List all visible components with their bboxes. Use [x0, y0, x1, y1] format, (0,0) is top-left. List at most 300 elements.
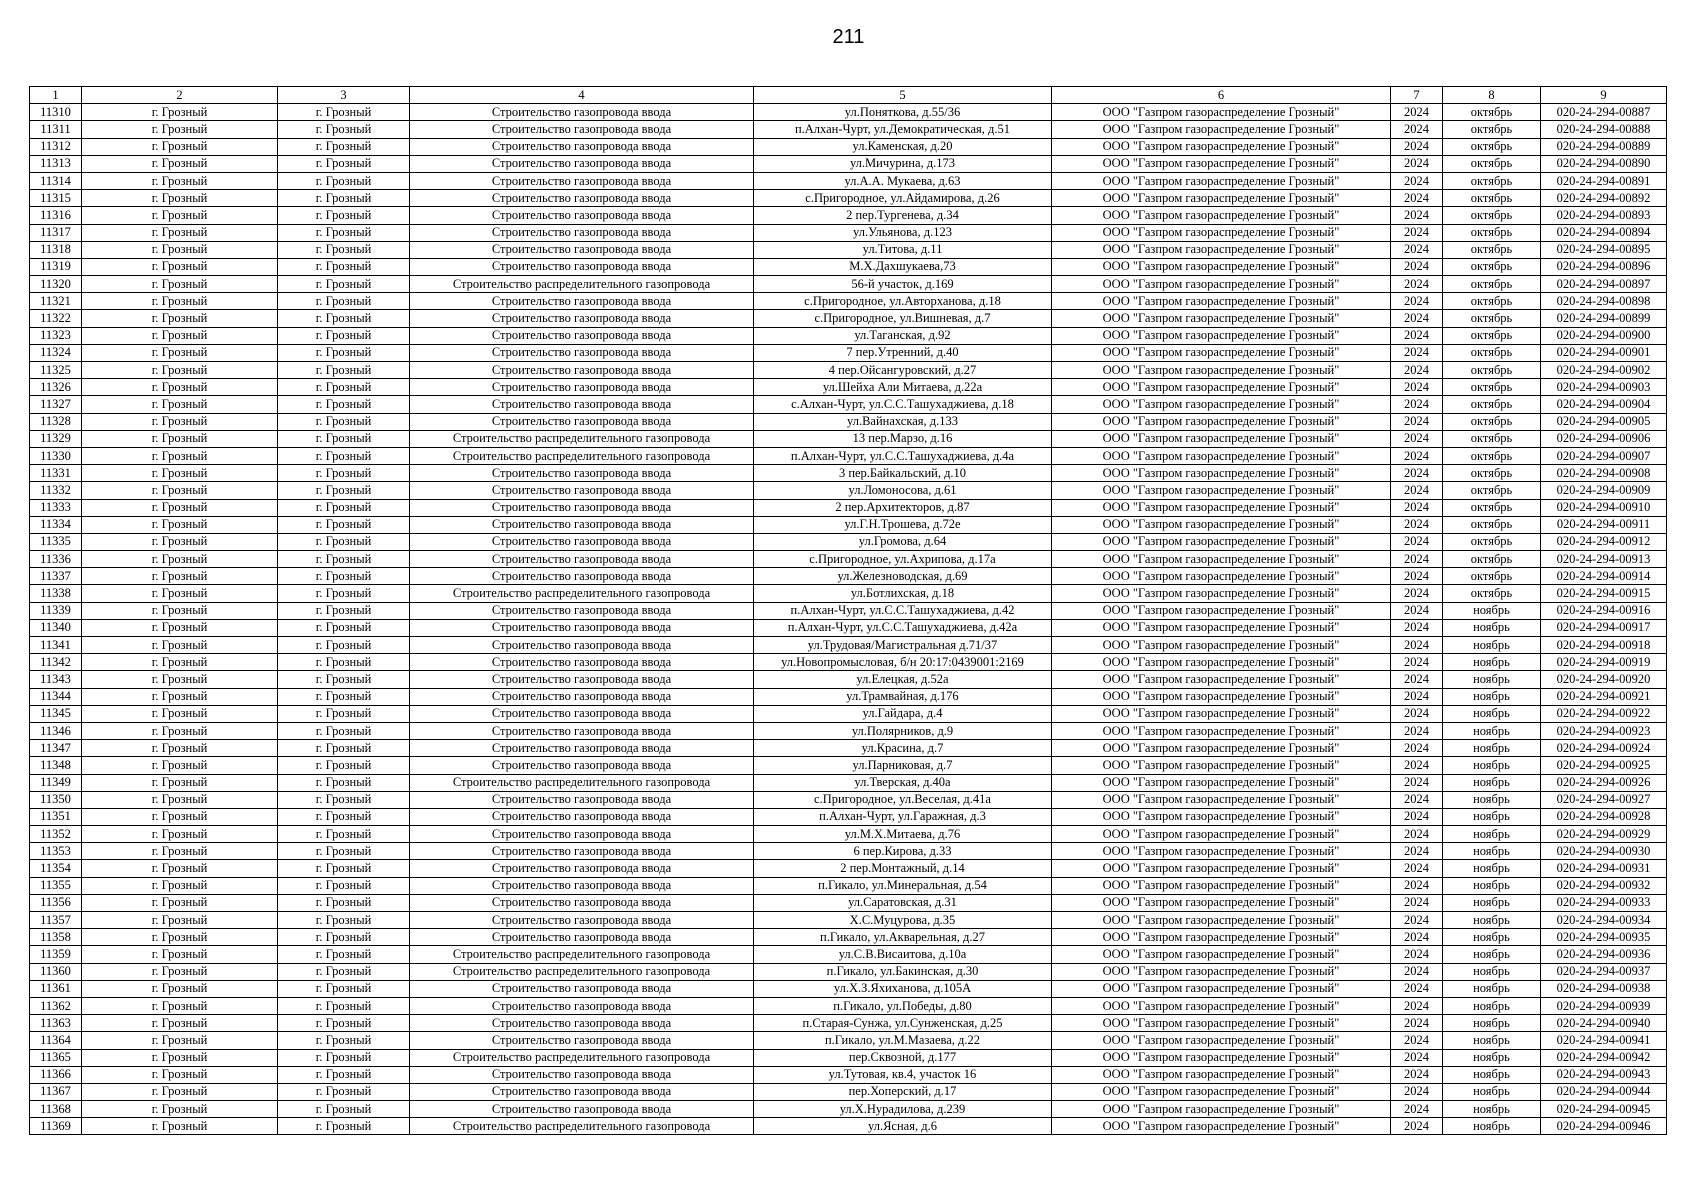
work-type-cell: Строительство газопровода ввода: [410, 413, 754, 430]
month-cell: ноябрь: [1443, 912, 1541, 929]
address-cell: с.Пригородное, ул.Авторханова, д.18: [754, 293, 1052, 310]
table-row: [30, 757, 1667, 774]
region-cell: г. Грозный: [82, 413, 278, 430]
organization-cell: ООО "Газпром газораспределение Грозный": [1052, 688, 1391, 705]
city-cell: г. Грозный: [278, 1101, 410, 1118]
document-number-cell: 020-24-294-00930: [1541, 843, 1667, 860]
document-number-cell: 020-24-294-00896: [1541, 258, 1667, 275]
city-cell: г. Грозный: [278, 929, 410, 946]
region-cell: г. Грозный: [82, 516, 278, 533]
record-number-cell: 11322: [30, 310, 82, 327]
month-cell: ноябрь: [1443, 757, 1541, 774]
document-number-cell: 020-24-294-00926: [1541, 774, 1667, 791]
document-number-cell: 020-24-294-00918: [1541, 637, 1667, 654]
organization-cell: ООО "Газпром газораспределение Грозный": [1052, 447, 1391, 464]
month-cell: ноябрь: [1443, 963, 1541, 980]
city-cell: г. Грозный: [278, 705, 410, 722]
work-type-cell: Строительство газопровода ввода: [410, 602, 754, 619]
record-number-cell: 11351: [30, 808, 82, 825]
address-cell: 3 пер.Байкальский, д.10: [754, 465, 1052, 482]
header-cell-7: 7: [1391, 87, 1443, 104]
address-cell: ул.Новопромысловая, б/н 20:17:0439001:2169: [754, 654, 1052, 671]
year-cell: 2024: [1391, 843, 1443, 860]
region-cell: г. Грозный: [82, 396, 278, 413]
address-cell: п.Гикало, ул.Бакинская, д.30: [754, 963, 1052, 980]
year-cell: 2024: [1391, 705, 1443, 722]
address-cell: 2 пер.Архитекторов, д.87: [754, 499, 1052, 516]
work-type-cell: Строительство распределительного газопровода: [410, 1118, 754, 1135]
organization-cell: ООО "Газпром газораспределение Грозный": [1052, 533, 1391, 550]
city-cell: г. Грозный: [278, 568, 410, 585]
work-type-cell: Строительство газопровода ввода: [410, 860, 754, 877]
record-number-cell: 11340: [30, 619, 82, 636]
address-cell: ул.Тверская, д.40а: [754, 774, 1052, 791]
document-number-cell: 020-24-294-00915: [1541, 585, 1667, 602]
record-number-cell: 11368: [30, 1101, 82, 1118]
region-cell: г. Грозный: [82, 843, 278, 860]
city-cell: г. Грозный: [278, 551, 410, 568]
address-cell: п.Гикало, ул.Победы, д.80: [754, 997, 1052, 1014]
organization-cell: ООО "Газпром газораспределение Грозный": [1052, 929, 1391, 946]
year-cell: 2024: [1391, 568, 1443, 585]
address-cell: ул.Елецкая, д.52а: [754, 671, 1052, 688]
table-row: [30, 172, 1667, 189]
city-cell: г. Грозный: [278, 447, 410, 464]
work-type-cell: Строительство газопровода ввода: [410, 740, 754, 757]
organization-cell: ООО "Газпром газораспределение Грозный": [1052, 379, 1391, 396]
region-cell: г. Грозный: [82, 1118, 278, 1135]
record-number-cell: 11355: [30, 877, 82, 894]
address-cell: п.Алхан-Чурт, ул.Демократическая, д.51: [754, 121, 1052, 138]
address-cell: ул.Громова, д.64: [754, 533, 1052, 550]
table-row: [30, 980, 1667, 997]
address-cell: 6 пер.Кирова, д.33: [754, 843, 1052, 860]
year-cell: 2024: [1391, 1066, 1443, 1083]
organization-cell: ООО "Газпром газораспределение Грозный": [1052, 190, 1391, 207]
document-number-cell: 020-24-294-00924: [1541, 740, 1667, 757]
address-cell: ул.Полярников, д.9: [754, 722, 1052, 739]
work-type-cell: Строительство газопровода ввода: [410, 1015, 754, 1032]
region-cell: г. Грозный: [82, 482, 278, 499]
region-cell: г. Грозный: [82, 362, 278, 379]
table-row: [30, 740, 1667, 757]
city-cell: г. Грозный: [278, 826, 410, 843]
work-type-cell: Строительство газопровода ввода: [410, 241, 754, 258]
work-type-cell: Строительство газопровода ввода: [410, 379, 754, 396]
region-cell: г. Грозный: [82, 808, 278, 825]
work-type-cell: Строительство газопровода ввода: [410, 997, 754, 1014]
table-row: [30, 430, 1667, 447]
document-number-cell: 020-24-294-00912: [1541, 533, 1667, 550]
document-number-cell: 020-24-294-00936: [1541, 946, 1667, 963]
region-cell: г. Грозный: [82, 1015, 278, 1032]
document-number-cell: 020-24-294-00925: [1541, 757, 1667, 774]
organization-cell: ООО "Газпром газораспределение Грозный": [1052, 860, 1391, 877]
year-cell: 2024: [1391, 396, 1443, 413]
region-cell: г. Грозный: [82, 602, 278, 619]
year-cell: 2024: [1391, 551, 1443, 568]
work-type-cell: Строительство распределительного газопровода: [410, 430, 754, 447]
document-number-cell: 020-24-294-00907: [1541, 447, 1667, 464]
region-cell: г. Грозный: [82, 104, 278, 121]
table-row: [30, 774, 1667, 791]
table-row: [30, 327, 1667, 344]
page-number: 211: [832, 26, 865, 48]
organization-cell: ООО "Газпром газораспределение Грозный": [1052, 1049, 1391, 1066]
document-number-cell: 020-24-294-00927: [1541, 791, 1667, 808]
region-cell: г. Грозный: [82, 327, 278, 344]
year-cell: 2024: [1391, 722, 1443, 739]
header-cell-6: 6: [1052, 87, 1391, 104]
work-type-cell: Строительство газопровода ввода: [410, 362, 754, 379]
region-cell: г. Грозный: [82, 121, 278, 138]
work-type-cell: Строительство газопровода ввода: [410, 671, 754, 688]
organization-cell: ООО "Газпром газораспределение Грозный": [1052, 826, 1391, 843]
address-cell: п.Алхан-Чурт, ул.С.С.Ташухаджиева, д.42а: [754, 619, 1052, 636]
year-cell: 2024: [1391, 138, 1443, 155]
year-cell: 2024: [1391, 1083, 1443, 1100]
organization-cell: ООО "Газпром газораспределение Грозный": [1052, 1101, 1391, 1118]
year-cell: 2024: [1391, 293, 1443, 310]
month-cell: октябрь: [1443, 396, 1541, 413]
year-cell: 2024: [1391, 877, 1443, 894]
month-cell: октябрь: [1443, 104, 1541, 121]
record-number-cell: 11312: [30, 138, 82, 155]
city-cell: г. Грозный: [278, 258, 410, 275]
year-cell: 2024: [1391, 808, 1443, 825]
document-number-cell: 020-24-294-00898: [1541, 293, 1667, 310]
table-row: [30, 379, 1667, 396]
address-cell: 13 пер.Марзо, д.16: [754, 430, 1052, 447]
document-number-cell: 020-24-294-00917: [1541, 619, 1667, 636]
city-cell: г. Грозный: [278, 379, 410, 396]
record-number-cell: 11353: [30, 843, 82, 860]
month-cell: октябрь: [1443, 207, 1541, 224]
year-cell: 2024: [1391, 757, 1443, 774]
address-cell: ул.Х.Нурадилова, д.239: [754, 1101, 1052, 1118]
address-cell: ул.Парниковая, д.7: [754, 757, 1052, 774]
table-row: [30, 155, 1667, 172]
month-cell: ноябрь: [1443, 619, 1541, 636]
address-cell: ул.Г.Н.Трошева, д.72е: [754, 516, 1052, 533]
region-cell: г. Грозный: [82, 912, 278, 929]
work-type-cell: Строительство газопровода ввода: [410, 533, 754, 550]
year-cell: 2024: [1391, 1101, 1443, 1118]
address-cell: М.Х.Дахшукаева,73: [754, 258, 1052, 275]
table-row: [30, 465, 1667, 482]
month-cell: октябрь: [1443, 499, 1541, 516]
address-cell: ул.М.Х.Митаева, д.76: [754, 826, 1052, 843]
year-cell: 2024: [1391, 379, 1443, 396]
city-cell: г. Грозный: [278, 465, 410, 482]
region-cell: г. Грозный: [82, 963, 278, 980]
table-row: [30, 533, 1667, 550]
table-row: [30, 1032, 1667, 1049]
organization-cell: ООО "Газпром газораспределение Грозный": [1052, 310, 1391, 327]
work-type-cell: Строительство газопровода ввода: [410, 877, 754, 894]
work-type-cell: Строительство распределительного газопровода: [410, 963, 754, 980]
region-cell: г. Грозный: [82, 465, 278, 482]
record-number-cell: 11344: [30, 688, 82, 705]
table-row: [30, 447, 1667, 464]
work-type-cell: Строительство газопровода ввода: [410, 104, 754, 121]
organization-cell: ООО "Газпром газораспределение Грозный": [1052, 293, 1391, 310]
work-type-cell: Строительство газопровода ввода: [410, 654, 754, 671]
city-cell: г. Грозный: [278, 1015, 410, 1032]
address-cell: пер.Хоперский, д.17: [754, 1083, 1052, 1100]
organization-cell: ООО "Газпром газораспределение Грозный": [1052, 1066, 1391, 1083]
organization-cell: ООО "Газпром газораспределение Грозный": [1052, 516, 1391, 533]
organization-cell: ООО "Газпром газораспределение Грозный": [1052, 344, 1391, 361]
record-number-cell: 11346: [30, 722, 82, 739]
work-type-cell: Строительство газопровода ввода: [410, 310, 754, 327]
record-number-cell: 11356: [30, 894, 82, 911]
month-cell: октябрь: [1443, 138, 1541, 155]
region-cell: г. Грозный: [82, 276, 278, 293]
work-type-cell: Строительство газопровода ввода: [410, 138, 754, 155]
year-cell: 2024: [1391, 826, 1443, 843]
work-type-cell: Строительство газопровода ввода: [410, 757, 754, 774]
address-cell: ул.Ботлихская, д.18: [754, 585, 1052, 602]
table-body: [30, 104, 1667, 1135]
organization-cell: ООО "Газпром газораспределение Грозный": [1052, 104, 1391, 121]
year-cell: 2024: [1391, 619, 1443, 636]
work-type-cell: Строительство газопровода ввода: [410, 722, 754, 739]
month-cell: ноябрь: [1443, 791, 1541, 808]
city-cell: г. Грозный: [278, 894, 410, 911]
table-row: [30, 843, 1667, 860]
organization-cell: ООО "Газпром газораспределение Грозный": [1052, 482, 1391, 499]
year-cell: 2024: [1391, 482, 1443, 499]
city-cell: г. Грозный: [278, 963, 410, 980]
region-cell: г. Грозный: [82, 258, 278, 275]
address-cell: п.Алхан-Чурт, ул.Гаражная, д.3: [754, 808, 1052, 825]
year-cell: 2024: [1391, 155, 1443, 172]
record-number-cell: 11367: [30, 1083, 82, 1100]
table-row: [30, 585, 1667, 602]
city-cell: г. Грозный: [278, 637, 410, 654]
city-cell: г. Грозный: [278, 980, 410, 997]
table-row: [30, 499, 1667, 516]
city-cell: г. Грозный: [278, 482, 410, 499]
organization-cell: ООО "Газпром газораспределение Грозный": [1052, 637, 1391, 654]
organization-cell: ООО "Газпром газораспределение Грозный": [1052, 396, 1391, 413]
document-number-cell: 020-24-294-00914: [1541, 568, 1667, 585]
document-number-cell: 020-24-294-00889: [1541, 138, 1667, 155]
organization-cell: ООО "Газпром газораспределение Грозный": [1052, 671, 1391, 688]
address-cell: ул.Мичурина, д.173: [754, 155, 1052, 172]
record-number-cell: 11335: [30, 533, 82, 550]
document-number-cell: 020-24-294-00929: [1541, 826, 1667, 843]
address-cell: 7 пер.Утренний, д.40: [754, 344, 1052, 361]
year-cell: 2024: [1391, 1049, 1443, 1066]
city-cell: г. Грозный: [278, 362, 410, 379]
city-cell: г. Грозный: [278, 207, 410, 224]
document-number-cell: 020-24-294-00919: [1541, 654, 1667, 671]
work-type-cell: Строительство газопровода ввода: [410, 1066, 754, 1083]
organization-cell: ООО "Газпром газораспределение Грозный": [1052, 258, 1391, 275]
city-cell: г. Грозный: [278, 740, 410, 757]
year-cell: 2024: [1391, 894, 1443, 911]
region-cell: г. Грозный: [82, 757, 278, 774]
work-type-cell: Строительство газопровода ввода: [410, 344, 754, 361]
region-cell: г. Грозный: [82, 1101, 278, 1118]
table-row: [30, 637, 1667, 654]
month-cell: октябрь: [1443, 276, 1541, 293]
city-cell: г. Грозный: [278, 104, 410, 121]
document-number-cell: 020-24-294-00939: [1541, 997, 1667, 1014]
city-cell: г. Грозный: [278, 276, 410, 293]
region-cell: г. Грозный: [82, 155, 278, 172]
table-row: [30, 1083, 1667, 1100]
organization-cell: ООО "Газпром газораспределение Грозный": [1052, 740, 1391, 757]
year-cell: 2024: [1391, 1032, 1443, 1049]
region-cell: г. Грозный: [82, 654, 278, 671]
address-cell: с.Пригородное, ул.Ахрипова, д.17а: [754, 551, 1052, 568]
city-cell: г. Грозный: [278, 1066, 410, 1083]
month-cell: октябрь: [1443, 465, 1541, 482]
work-type-cell: Строительство газопровода ввода: [410, 1083, 754, 1100]
work-type-cell: Строительство газопровода ввода: [410, 551, 754, 568]
table-row: [30, 310, 1667, 327]
region-cell: г. Грозный: [82, 499, 278, 516]
document-number-cell: 020-24-294-00916: [1541, 602, 1667, 619]
month-cell: ноябрь: [1443, 843, 1541, 860]
city-cell: г. Грозный: [278, 860, 410, 877]
table-row: [30, 482, 1667, 499]
record-number-cell: 11324: [30, 344, 82, 361]
record-number-cell: 11332: [30, 482, 82, 499]
address-cell: 2 пер.Тургенева, д.34: [754, 207, 1052, 224]
month-cell: октябрь: [1443, 516, 1541, 533]
region-cell: г. Грозный: [82, 430, 278, 447]
address-cell: ул.Гайдара, д.4: [754, 705, 1052, 722]
work-type-cell: Строительство газопровода ввода: [410, 499, 754, 516]
document-number-cell: 020-24-294-00940: [1541, 1015, 1667, 1032]
organization-cell: ООО "Газпром газораспределение Грозный": [1052, 241, 1391, 258]
header-cell-2: 2: [82, 87, 278, 104]
record-number-cell: 11327: [30, 396, 82, 413]
year-cell: 2024: [1391, 791, 1443, 808]
record-number-cell: 11333: [30, 499, 82, 516]
work-type-cell: Строительство газопровода ввода: [410, 516, 754, 533]
work-type-cell: Строительство газопровода ввода: [410, 929, 754, 946]
address-cell: Х.С.Муцурова, д.35: [754, 912, 1052, 929]
city-cell: г. Грозный: [278, 997, 410, 1014]
month-cell: ноябрь: [1443, 1101, 1541, 1118]
work-type-cell: Строительство газопровода ввода: [410, 980, 754, 997]
record-number-cell: 11318: [30, 241, 82, 258]
document-number-cell: 020-24-294-00897: [1541, 276, 1667, 293]
organization-cell: ООО "Газпром газораспределение Грозный": [1052, 705, 1391, 722]
year-cell: 2024: [1391, 997, 1443, 1014]
year-cell: 2024: [1391, 654, 1443, 671]
address-cell: с.Пригородное, ул.Вишневая, д.7: [754, 310, 1052, 327]
month-cell: октябрь: [1443, 241, 1541, 258]
document-number-cell: 020-24-294-00921: [1541, 688, 1667, 705]
region-cell: г. Грозный: [82, 774, 278, 791]
address-cell: ул.Каменская, д.20: [754, 138, 1052, 155]
region-cell: г. Грозный: [82, 740, 278, 757]
organization-cell: ООО "Газпром газораспределение Грозный": [1052, 843, 1391, 860]
year-cell: 2024: [1391, 430, 1443, 447]
record-number-cell: 11313: [30, 155, 82, 172]
document-number-cell: 020-24-294-00945: [1541, 1101, 1667, 1118]
month-cell: октябрь: [1443, 344, 1541, 361]
organization-cell: ООО "Газпром газораспределение Грозный": [1052, 1118, 1391, 1135]
year-cell: 2024: [1391, 224, 1443, 241]
city-cell: г. Грозный: [278, 533, 410, 550]
work-type-cell: Строительство распределительного газопровода: [410, 585, 754, 602]
region-cell: г. Грозный: [82, 241, 278, 258]
document-number-cell: 020-24-294-00887: [1541, 104, 1667, 121]
organization-cell: ООО "Газпром газораспределение Грозный": [1052, 1032, 1391, 1049]
region-cell: г. Грозный: [82, 705, 278, 722]
region-cell: г. Грозный: [82, 722, 278, 739]
document-number-cell: 020-24-294-00922: [1541, 705, 1667, 722]
city-cell: г. Грозный: [278, 224, 410, 241]
table-row: [30, 1049, 1667, 1066]
city-cell: г. Грозный: [278, 155, 410, 172]
table-row: [30, 224, 1667, 241]
region-cell: г. Грозный: [82, 224, 278, 241]
table-row: [30, 413, 1667, 430]
record-number-cell: 11334: [30, 516, 82, 533]
year-cell: 2024: [1391, 499, 1443, 516]
table-row: [30, 138, 1667, 155]
month-cell: октябрь: [1443, 585, 1541, 602]
record-number-cell: 11337: [30, 568, 82, 585]
record-number-cell: 11365: [30, 1049, 82, 1066]
address-cell: ул.Ясная, д.6: [754, 1118, 1052, 1135]
address-cell: ул.Саратовская, д.31: [754, 894, 1052, 911]
record-number-cell: 11330: [30, 447, 82, 464]
organization-cell: ООО "Газпром газораспределение Грозный": [1052, 808, 1391, 825]
region-cell: г. Грозный: [82, 860, 278, 877]
record-number-cell: 11331: [30, 465, 82, 482]
header-cell-1: 1: [30, 87, 82, 104]
address-cell: ул.Титова, д.11: [754, 241, 1052, 258]
month-cell: ноябрь: [1443, 1066, 1541, 1083]
table-row: [30, 619, 1667, 636]
address-cell: 56-й участок, д.169: [754, 276, 1052, 293]
organization-cell: ООО "Газпром газораспределение Грозный": [1052, 980, 1391, 997]
month-cell: ноябрь: [1443, 1015, 1541, 1032]
table-row: [30, 654, 1667, 671]
document-number-cell: 020-24-294-00946: [1541, 1118, 1667, 1135]
city-cell: г. Грозный: [278, 585, 410, 602]
region-cell: г. Грозный: [82, 379, 278, 396]
work-type-cell: Строительство газопровода ввода: [410, 327, 754, 344]
city-cell: г. Грозный: [278, 774, 410, 791]
document-number-cell: 020-24-294-00893: [1541, 207, 1667, 224]
month-cell: октябрь: [1443, 379, 1541, 396]
work-type-cell: Строительство газопровода ввода: [410, 791, 754, 808]
table-row: [30, 722, 1667, 739]
year-cell: 2024: [1391, 946, 1443, 963]
month-cell: ноябрь: [1443, 826, 1541, 843]
document-number-cell: 020-24-294-00941: [1541, 1032, 1667, 1049]
work-type-cell: Строительство газопровода ввода: [410, 190, 754, 207]
month-cell: октябрь: [1443, 327, 1541, 344]
work-type-cell: Строительство газопровода ввода: [410, 1032, 754, 1049]
table-row: [30, 894, 1667, 911]
address-cell: п.Старая-Сунжа, ул.Сунженская, д.25: [754, 1015, 1052, 1032]
address-cell: ул.Трудовая/Магистральная д.71/37: [754, 637, 1052, 654]
work-type-cell: Строительство газопровода ввода: [410, 258, 754, 275]
record-number-cell: 11350: [30, 791, 82, 808]
month-cell: ноябрь: [1443, 740, 1541, 757]
